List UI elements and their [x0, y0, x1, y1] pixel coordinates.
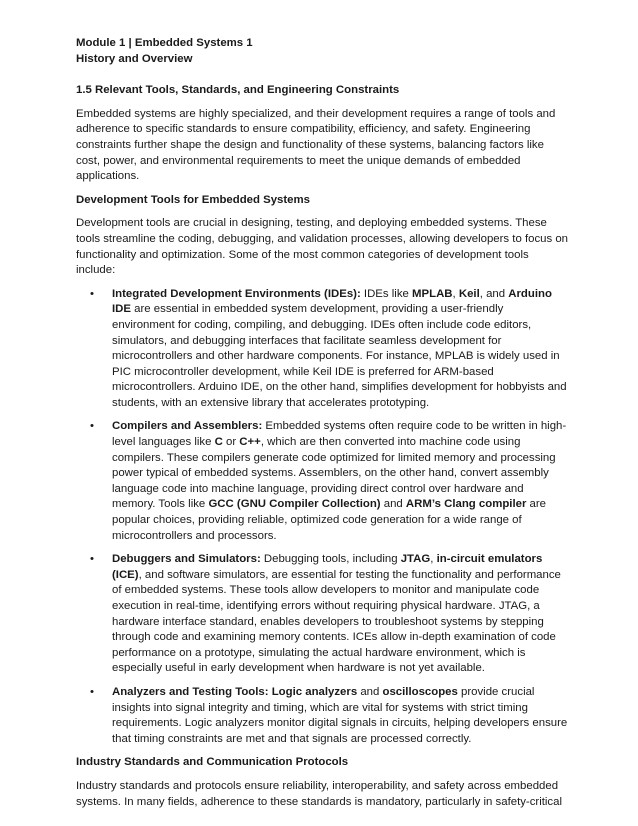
standards-intro-paragraph: Industry standards and protocols ensure reliability, interoperability, and safety across embedded systems. In many fields, adherence to these standards is mandatory, particularly in safety-critical	[76, 779, 562, 808]
standards-heading: Industry Standards and Communication Protocols	[76, 756, 349, 769]
bold-text: oscilloscopes	[382, 685, 458, 698]
bold-text: in-circuit emulators (ICE)	[112, 553, 543, 581]
body-text: ,	[452, 287, 459, 300]
body-text: IDEs like	[360, 287, 413, 300]
bold-text: C	[214, 436, 223, 449]
body-text: Embedded systems often require code to be written in high-level languages like	[112, 420, 567, 449]
bold-text: Keil	[458, 287, 480, 300]
dev-tools-list-item	[76, 685, 568, 747]
dev-tools-list-item	[76, 552, 568, 677]
module-title: Module 1 | Embedded Systems 1	[76, 37, 253, 49]
bold-text: Analyzers and Testing Tools: Logic analyzers	[112, 685, 358, 698]
module-subtitle: History and Overview	[76, 52, 193, 65]
body-text: and	[380, 498, 406, 511]
bold-text: Compilers and Assemblers:	[112, 420, 263, 433]
body-text: provide crucial insights into signal integrity and timing, which are vital for systems with strict timing requirements. Logic analyzers monitor digital signals in circuits, helping developers ensure that timing constraints are met and that signals are processed correctly.	[112, 685, 568, 745]
bold-text: C++	[239, 436, 261, 449]
bullet-icon: •	[90, 553, 94, 566]
body-text: and	[357, 685, 383, 698]
bold-text: Debuggers and Simulators:	[112, 553, 261, 566]
section-title: 1.5 Relevant Tools, Standards, and Engineering Constraints	[76, 84, 400, 97]
body-text: , and	[479, 287, 509, 300]
dev-tools-intro-paragraph: Development tools are crucial in designing, testing, and deploying embedded systems. These tools streamline the coding, debugging, and validation processes, allowing developers to focus on functionality and optimization. Some of the most common categories of development tools include:	[76, 217, 569, 277]
dev-tools-list	[76, 287, 568, 748]
section-intro-paragraph: Embedded systems are highly specialized, and their development requires a range of tools and adherence to specific standards to ensure compatibility, efficiency, and safety. Engineering constraints further shape the design and functionality of these systems, balancing factors like cost, power, and environmental requirements to meet the unique demands of embedded applications.	[76, 107, 556, 183]
dev-tools-list-item	[76, 419, 568, 544]
dev-tools-list-item	[76, 287, 568, 412]
bullet-icon: •	[90, 685, 94, 698]
body-text: , and software simulators, are essential for testing the functionality and performance of embedded systems. These tools allow developers to monitor and manipulate code execution in real-time, identifying errors without requiring physical hardware. JTAG, a hardware interface standard, enables developers to troubleshoot systems by stepping through code and examining memory contents. ICEs allow in-depth examination of code performance on a prototype, simulating the actual hardware environment, which is especially useful in early development when hardware is not yet available.	[112, 568, 561, 675]
bold-text: ARM’s Clang compiler	[405, 498, 527, 511]
bold-text: Arduino IDE	[112, 287, 552, 316]
body-text: or	[222, 436, 240, 449]
body-text: Debugging tools, including	[260, 553, 401, 566]
bold-text: GCC (GNU Compiler Collection)	[208, 498, 381, 511]
body-text: ,	[430, 553, 437, 566]
bullet-icon: •	[90, 420, 94, 433]
dev-tools-heading: Development Tools for Embedded Systems	[76, 193, 310, 206]
bold-text: MPLAB	[412, 287, 453, 300]
body-text: are essential in embedded system development, providing a user-friendly environment for coding, compiling, and debugging. IDEs often include code editors, simulators, and debugging interfaces that facilitate seamless development for microcontrollers and other hardware components. For instance, MPLAB is widely used in PIC microcontroller development, while Keil IDE is preferred for ARM-based microcontrollers. Arduino IDE, on the other hand, simplifies development for hobbyists and students, with an extensive library that accelerates prototyping.	[112, 303, 567, 409]
bold-text: JTAG	[400, 553, 431, 566]
body-text: , which are then converted into machine code using compilers. These compilers generate code optimized for limited memory and processing power typical of embedded systems. Assemblers, on the other hand, convert assembly language code into machine language, providing direct control over hardware and memory. Tools like	[112, 436, 556, 511]
body-text: are popular choices, providing reliable, optimized code generation for a wide range of microcontrollers and processors.	[112, 498, 547, 542]
bold-text: Integrated Development Environments (IDEs):	[112, 287, 361, 300]
bullet-icon: •	[90, 287, 94, 300]
